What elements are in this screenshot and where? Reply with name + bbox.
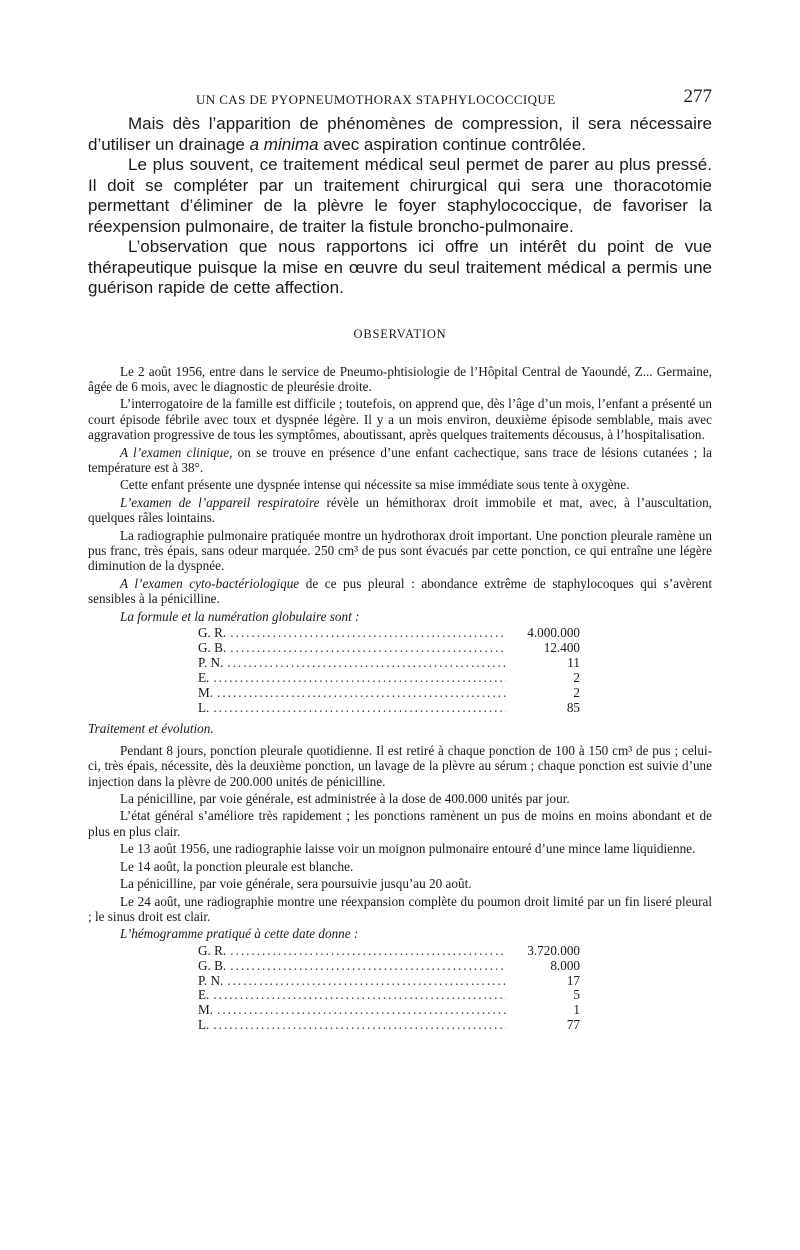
- observation-section: [88, 364, 712, 1034]
- formula-row: P. N. ..... 17: [198, 974, 580, 989]
- treatment-paragraph: Le 14 août, la ponction pleurale est blanche.: [120, 858, 354, 874]
- treatment-heading: Traitement et évolution.: [88, 721, 214, 737]
- formula-row: G. R. ..... 4.000.000: [198, 626, 580, 641]
- obs-paragraph: Cette enfant présente une dyspnée intense qui nécessite sa mise immédiate sous tente à oxygène.: [120, 477, 630, 493]
- section-title: OBSERVATION: [353, 326, 447, 341]
- treatment-paragraph: La pénicilline, par voie générale, est administrée à la dose de 400.000 unités par jour.: [120, 791, 570, 807]
- obs-paragraph: Le 2 août 1956, entre dans le service de Pneumo-phtisiologie de l’Hôpital Central de Yaoundé, Z... Germaine, âgée de 6 mois, avec le diagnostic de pleurésie droite.: [88, 363, 712, 394]
- formula-caption: La formule et la numération globulaire sont :: [120, 608, 360, 624]
- treatment-paragraph: L’état général s’améliore très rapidement ; les ponctions ramènent un pus de moins en moins abondant et de plus en plus clair.: [88, 808, 712, 839]
- formula-row: G. B. ..... 8.000: [198, 959, 580, 974]
- obs-paragraph: A l’examen clinique, on se trouve en présence d’une enfant cachectique, sans trace de lésions cutanées ; la température est à 38°.: [88, 444, 713, 475]
- formula-row: E. ..... 5: [198, 988, 580, 1003]
- lead-paragraph-3: L’observation que nous rapportons ici offre un intérêt du point de vue thérapeutique puisque la mise en œuvre du seul traitement médical a permis une guérison rapide de cette affection.: [88, 237, 712, 297]
- lead-paragraph-1: Mais dès l’apparition de phénomènes de compression, il sera nécessaire d’utiliser un drainage a minima avec aspiration continue contrôlée.: [88, 114, 712, 154]
- formula-row: L. ..... 77: [198, 1018, 580, 1033]
- lead-paragraph-2: Le plus souvent, ce traitement médical seul permet de parer au plus pressé. Il doit se compléter par un traitement chirurgical qui sera une thoracotomie permettant d’éliminer de la plèvre le foyer staphylococcique, de favoriser la réexpension pulmonaire, de traiter la fistule broncho-pulmonaire.: [88, 155, 712, 236]
- blood-formula-table: [198, 626, 580, 715]
- obs-paragraph: La radiographie pulmonaire pratiquée montre un hydrothorax droit important. Une ponction pleurale ramène un pus franc, très épais, sans odeur marquée. 250 cm³ de pus sont évacués par cette ponction, ce qui entraîne une légère diminution de la dyspnée.: [88, 527, 712, 574]
- formula-row: G. R. ..... 3.720.000: [198, 944, 580, 959]
- hemogram-table: [198, 944, 580, 1033]
- formula-row: G. B. ..... 12.400: [198, 641, 580, 656]
- obs-paragraph: L’interrogatoire de la famille est difficile ; toutefois, on apprend que, dès l’âge d’un mois, l’enfant a présenté un court épisode fébrile avec toux et dyspnée légère. Il y a un mois environ, deuxième épisode semblable, mais avec aggravation progressive de tous les symptômes, aboutissant, après quelques traitements décousus, à l’hospitalisation.: [88, 396, 712, 443]
- page-header: [88, 84, 712, 114]
- formula-row: E. ..... 2: [198, 671, 580, 686]
- formula-row: P. N. ..... 11: [198, 656, 580, 671]
- document-page: [88, 84, 712, 1039]
- treatment-paragraph: Le 24 août, une radiographie montre une réexpansion complète du poumon droit limité par un fin liseré pleural ; le sinus droit est clair.: [88, 893, 712, 924]
- obs-paragraph: A l’examen cyto-bactériologique de ce pus pleural : abondance extrême de staphylocoques qui s’avèrent sensibles à la pénicilline.: [88, 575, 712, 607]
- hemogram-caption: L’hémogramme pratiqué à cette date donne :: [120, 926, 359, 942]
- treatment-paragraph: Le 13 août 1956, une radiographie laisse voir un moignon pulmonaire entouré d’une mince lame liquidienne.: [120, 841, 696, 857]
- page-number: 277: [683, 86, 712, 107]
- running-title: UN CAS DE PYOPNEUMOTHORAX STAPHYLOCOCCIQUE: [196, 92, 556, 107]
- formula-row: L. ..... 85: [198, 701, 580, 716]
- treatment-paragraph: Pendant 8 jours, ponction pleurale quotidienne. Il est retiré à chaque ponction de 100 à 150 cm³ de pus ; celui-ci, très épais, nécessite, dès la deuxième ponction, un lavage de la plèvre au sérum ; chaque ponction est suivie d’une injection dans la plèvre de 200.000 unités de pénicilline.: [88, 742, 712, 789]
- formula-row: M. ..... 1: [198, 1003, 580, 1018]
- treatment-paragraph: La pénicilline, par voie générale, sera poursuivie jusqu’au 20 août.: [120, 876, 472, 892]
- obs-paragraph: L’examen de l’appareil respiratoire révèle un hémithorax droit immobile et mat, avec, à l’auscultation, quelques râles lointains.: [88, 494, 712, 526]
- formula-row: M. ..... 2: [198, 686, 580, 701]
- lead-text: [88, 114, 712, 299]
